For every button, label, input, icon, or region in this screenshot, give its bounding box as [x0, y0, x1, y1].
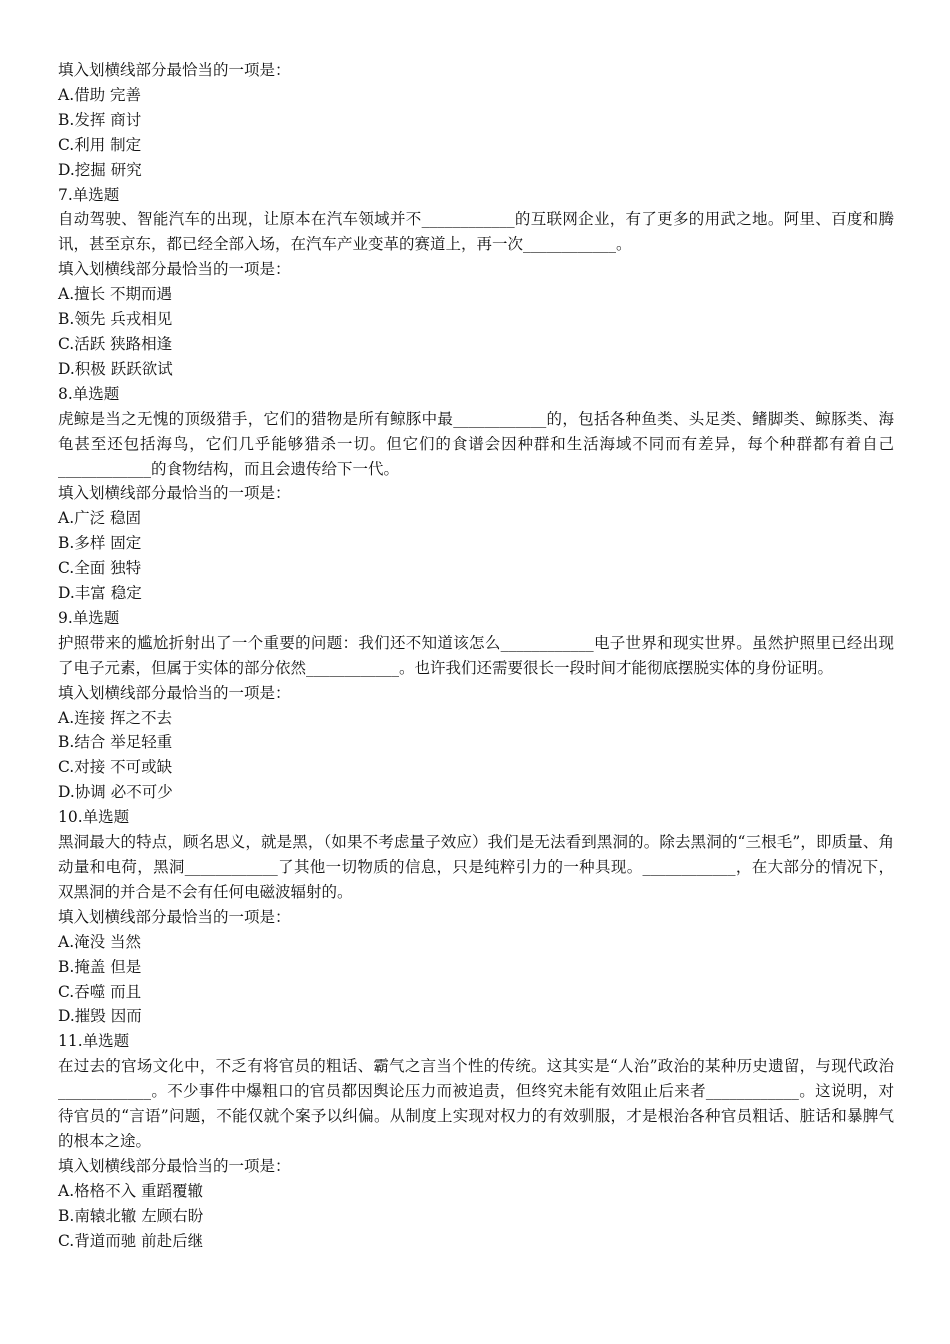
- question-11: [58, 1029, 894, 1253]
- question-prompt: 填入划横线部分最恰当的一项是：: [58, 1156, 291, 1175]
- question-10: [58, 805, 894, 1029]
- option-c: C.全面 独特: [58, 559, 142, 578]
- question-prompt: 填入划横线部分最恰当的一项是：: [58, 484, 291, 503]
- option-a: A.擅长 不期而遇: [58, 285, 173, 304]
- option-a: A.格格不入 重蹈覆辙: [58, 1181, 204, 1200]
- option-a: A.借助 完善: [58, 85, 142, 104]
- question-prompt: 填入划横线部分最恰当的一项是：: [58, 907, 291, 926]
- option-a: A.广泛 稳固: [58, 509, 142, 528]
- option-d: D.积极 跃跃欲试: [58, 359, 173, 378]
- question-body: 在过去的官场文化中，不乏有将官员的粗话、霸气之言当个性的传统。这其实是“人治”政治的某种历史遗留，与现代政治____________。不少事件中爆粗口的官员都因舆论压力而被追责，但终究未能有效阻止后来者____________。这说明，对待官员的“言语”问题，不能仅就个案予以纠偏。从制度上实现对权力的有效驯服，才是根治各种官员粗话、脏话和暴脾气的根本之途。: [58, 1057, 894, 1150]
- question-prompt: 填入划横线部分最恰当的一项是：: [58, 260, 291, 279]
- option-d: D.摧毁 因而: [58, 1007, 142, 1026]
- question-header: 8.单选题: [58, 384, 120, 403]
- question-body: 虎鲸是当之无愧的顶级猎手，它们的猎物是所有鲸豚中最____________的，包括各种鱼类、头足类、鳍脚类、鲸豚类、海龟甚至还包括海鸟，它们几乎能够猎杀一切。但它们的食谱会因种群和生活海域不同而有差异，每个种群都有着自己____________的食物结构，而且会遗传给下一代。: [58, 409, 894, 478]
- option-d: D.挖掘 研究: [58, 160, 142, 179]
- intro-block: [58, 58, 894, 183]
- question-header: 9.单选题: [58, 608, 120, 627]
- option-b: B.南辕北辙 左顾右盼: [58, 1206, 204, 1225]
- exam-document: [58, 58, 894, 1254]
- question-header: 11.单选题: [58, 1032, 130, 1051]
- option-c: C.背道而驰 前赴后继: [58, 1231, 204, 1250]
- question-body: 护照带来的尴尬折射出了一个重要的问题：我们还不知道该怎么____________电子世界和现实世界。虽然护照里已经出现了电子元素，但属于实体的部分依然____________。也许我们还需要很长一段时间才能彻底摆脱实体的身份证明。: [58, 633, 894, 677]
- option-c: C.对接 不可或缺: [58, 758, 173, 777]
- option-b: B.结合 举足轻重: [58, 733, 173, 752]
- question-body: 黑洞最大的特点，顾名思义，就是黑，（如果不考虑量子效应）我们是无法看到黑洞的。除去黑洞的“三根毛”，即质量、角动量和电荷，黑洞____________了其他一切物质的信息，只是纯粹引力的一种具现。____________，在大部分的情况下，双黑洞的并合是不会有任何电磁波辐射的。: [58, 833, 894, 901]
- question-7: [58, 183, 894, 382]
- option-c: C.活跃 狭路相逢: [58, 334, 173, 353]
- option-d: D.协调 必不可少: [58, 783, 173, 802]
- option-b: B.多样 固定: [58, 534, 142, 553]
- question-header: 10.单选题: [58, 808, 130, 827]
- option-c: C.利用 制定: [58, 135, 142, 154]
- option-a: A.连接 挥之不去: [58, 708, 173, 727]
- option-a: A.淹没 当然: [58, 932, 142, 951]
- option-d: D.丰富 稳定: [58, 584, 142, 603]
- question-9: [58, 606, 894, 805]
- option-b: B.领先 兵戎相见: [58, 310, 173, 329]
- question-header: 7.单选题: [58, 185, 120, 204]
- question-body: 自动驾驶、智能汽车的出现，让原本在汽车领域并不____________的互联网企业，有了更多的用武之地。阿里、百度和腾讯，甚至京东，都已经全部入场，在汽车产业变革的赛道上，再一次____________。: [58, 210, 894, 254]
- option-b: B.发挥 商讨: [58, 110, 142, 129]
- option-c: C.吞噬 而且: [58, 982, 142, 1001]
- question-prompt: 填入划横线部分最恰当的一项是：: [58, 683, 291, 702]
- option-b: B.掩盖 但是: [58, 957, 142, 976]
- question-prompt: 填入划横线部分最恰当的一项是：: [58, 61, 291, 79]
- question-8: [58, 382, 894, 606]
